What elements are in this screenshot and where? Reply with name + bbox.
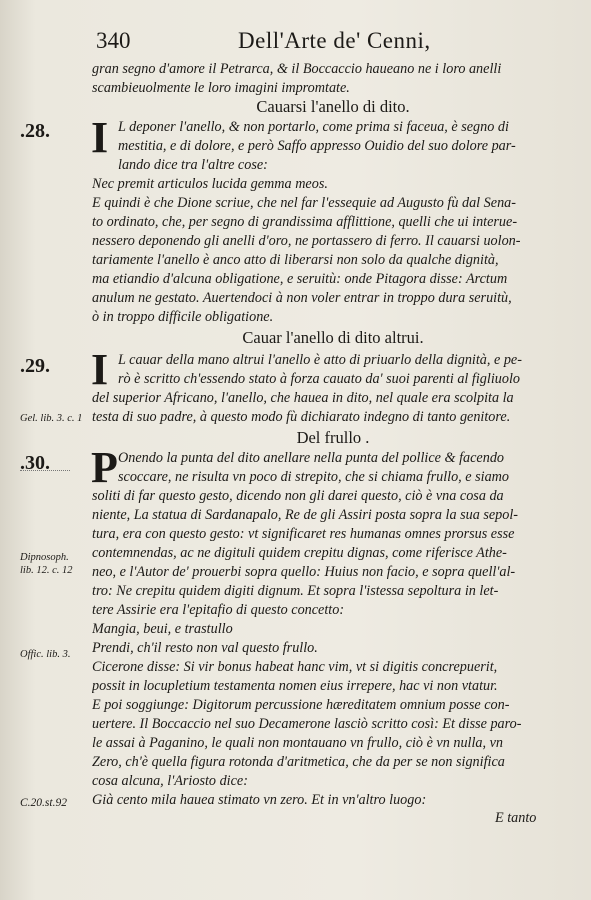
text-line: Onendo la punta del dito anellare nella punta del pollice & facendo	[118, 450, 505, 466]
text-line: cosa alcuna, l'Ariosto dice:	[92, 773, 248, 789]
text-line: rò è scritto ch'essendo stato à forza cauato da' suoi parenti al figliuolo	[118, 371, 520, 387]
text-line: le assai à Paganino, le quali non montauano vn frullo, ciò è vn nulla, vn	[92, 735, 504, 751]
text-line: anulum ne gestato. Auertendoci à non voler entrar in troppo dura seruitù,	[92, 290, 512, 306]
text-line: Cicerone disse: Si vir bonus habeat hanc vim, vt si digitis concrepuerit,	[92, 659, 498, 675]
text-line: L deponer l'anello, & non portarlo, come prima si faceua, è segno di	[118, 119, 509, 135]
text-line: Già cento mila hauea stimato vn zero. Et in vn'altro luogo:	[92, 792, 427, 808]
text-line: Nec premit articulos lucida gemma meos.	[92, 176, 328, 192]
text-line: contemnendas, ac ne digituli quidem crepitu dignas, come riferisce Athe-	[92, 545, 507, 561]
margin-citation: Gel. lib. 3. c. 1	[20, 413, 83, 424]
drop-cap: P	[91, 443, 118, 492]
margin-section-number: .28.	[20, 120, 50, 142]
text-line: tura, era con questo gesto: vt significaret res humanas omnes prorsus esse	[92, 526, 515, 542]
text-line: del superior Africano, l'anello, che hauea in dito, nel quale era scolpita la	[92, 390, 514, 406]
text-line: ma etiandio d'alcuna obligatione, e seruitù: onde Pitagora disse: Arctum	[92, 271, 508, 287]
text-line: scambieuolmente le loro imagini impromtate.	[92, 80, 350, 96]
margin-section-number: .30.	[20, 452, 50, 474]
text-line: tariamente l'anello è anco atto di liberarsi non solo da qualche dignità,	[92, 252, 499, 268]
page-number: 340	[96, 28, 131, 53]
text-line: to ordinato, che, per segno di grandissima afflittione, quelli che ui interue-	[92, 214, 518, 230]
margin-citation: Offic. lib. 3.	[20, 649, 71, 660]
text-line: testa di suo padre, à questo modo fù dichiarato indegno di tanto genitore.	[92, 409, 511, 425]
text-line: uertere. Il Boccaccio nel suo Decamerone lasciò scritto così: Et disse paro-	[92, 716, 522, 732]
text-line: L cauar della mano altrui l'anello è atto di priuarlo della dignità, e pe-	[118, 352, 522, 368]
margin-rule	[20, 470, 70, 471]
text-line: Prendi, ch'il resto non val questo frullo.	[92, 640, 318, 656]
drop-cap: I	[91, 113, 109, 162]
section-heading: Cauarsi l'anello di dito.	[256, 97, 410, 116]
text-line: scoccare, ne risulta vn poco di strepito, che si chiama frullo, e siamo	[118, 469, 510, 485]
text-line: Mangia, beui, e trastullo	[92, 621, 233, 637]
text-line: possit in locupletium testamenta nomen eius irrepere, hac vi non vtatur.	[92, 678, 498, 694]
section-heading: Cauar l'anello di dito altrui.	[242, 328, 424, 347]
text-line: E poi soggiunge: Digitorum percussione hæreditatem omnium posse con-	[92, 697, 510, 713]
text-line: mestitia, e di dolore, e però Saffo appresso Ouidio del suo dolore par-	[118, 138, 516, 154]
text-line: tere Assirie era l'epitafio di questo concetto:	[92, 602, 345, 618]
catchword: E tanto	[495, 810, 537, 826]
margin-citation: C.20.st.92	[20, 797, 67, 809]
margin-citation: Dipnosoph.	[20, 552, 69, 563]
text-line: E quindi è che Dione scriue, che nel far l'essequie ad Augusto fù dal Sena-	[92, 195, 516, 211]
text-line: tro: Ne crepitu quidem digiti dignum. Et sopra l'istessa sepoltura in let-	[92, 583, 499, 599]
text-line: niente, La statua di Sardanapalo, Re de gli Assiri posta sopra la sua sepol-	[92, 507, 519, 523]
margin-section-number: .29.	[20, 355, 50, 377]
text-line: soliti di far questo gesto, dicendo non gli darei questo, ciò è vna cosa da	[92, 488, 504, 504]
page-header	[96, 28, 566, 56]
drop-cap: I	[91, 345, 109, 394]
text-line: nessero deponendo gli anelli d'oro, ne portassero di ferro. Il cauarsi uolon-	[92, 233, 521, 249]
section-heading: Del frullo .	[296, 428, 370, 447]
text-line: gran segno d'amore il Petrarca, & il Boccaccio haueano ne i loro anelli	[92, 61, 502, 77]
text-line: lando dice tra l'altre cose:	[118, 157, 268, 173]
text-line: ò in troppo difficile obligatione.	[92, 309, 274, 325]
text-line: neo, e l'Autor de' prouerbi sopra quello: Huius non facio, e sopra quell'al-	[92, 564, 516, 580]
margin-citation: lib. 12. c. 12	[20, 565, 73, 576]
running-title: Dell'Arte de' Cenni,	[238, 28, 431, 53]
text-line: Zero, ch'è quella figura rotonda d'aritmetica, che da per se non significa	[92, 754, 505, 770]
